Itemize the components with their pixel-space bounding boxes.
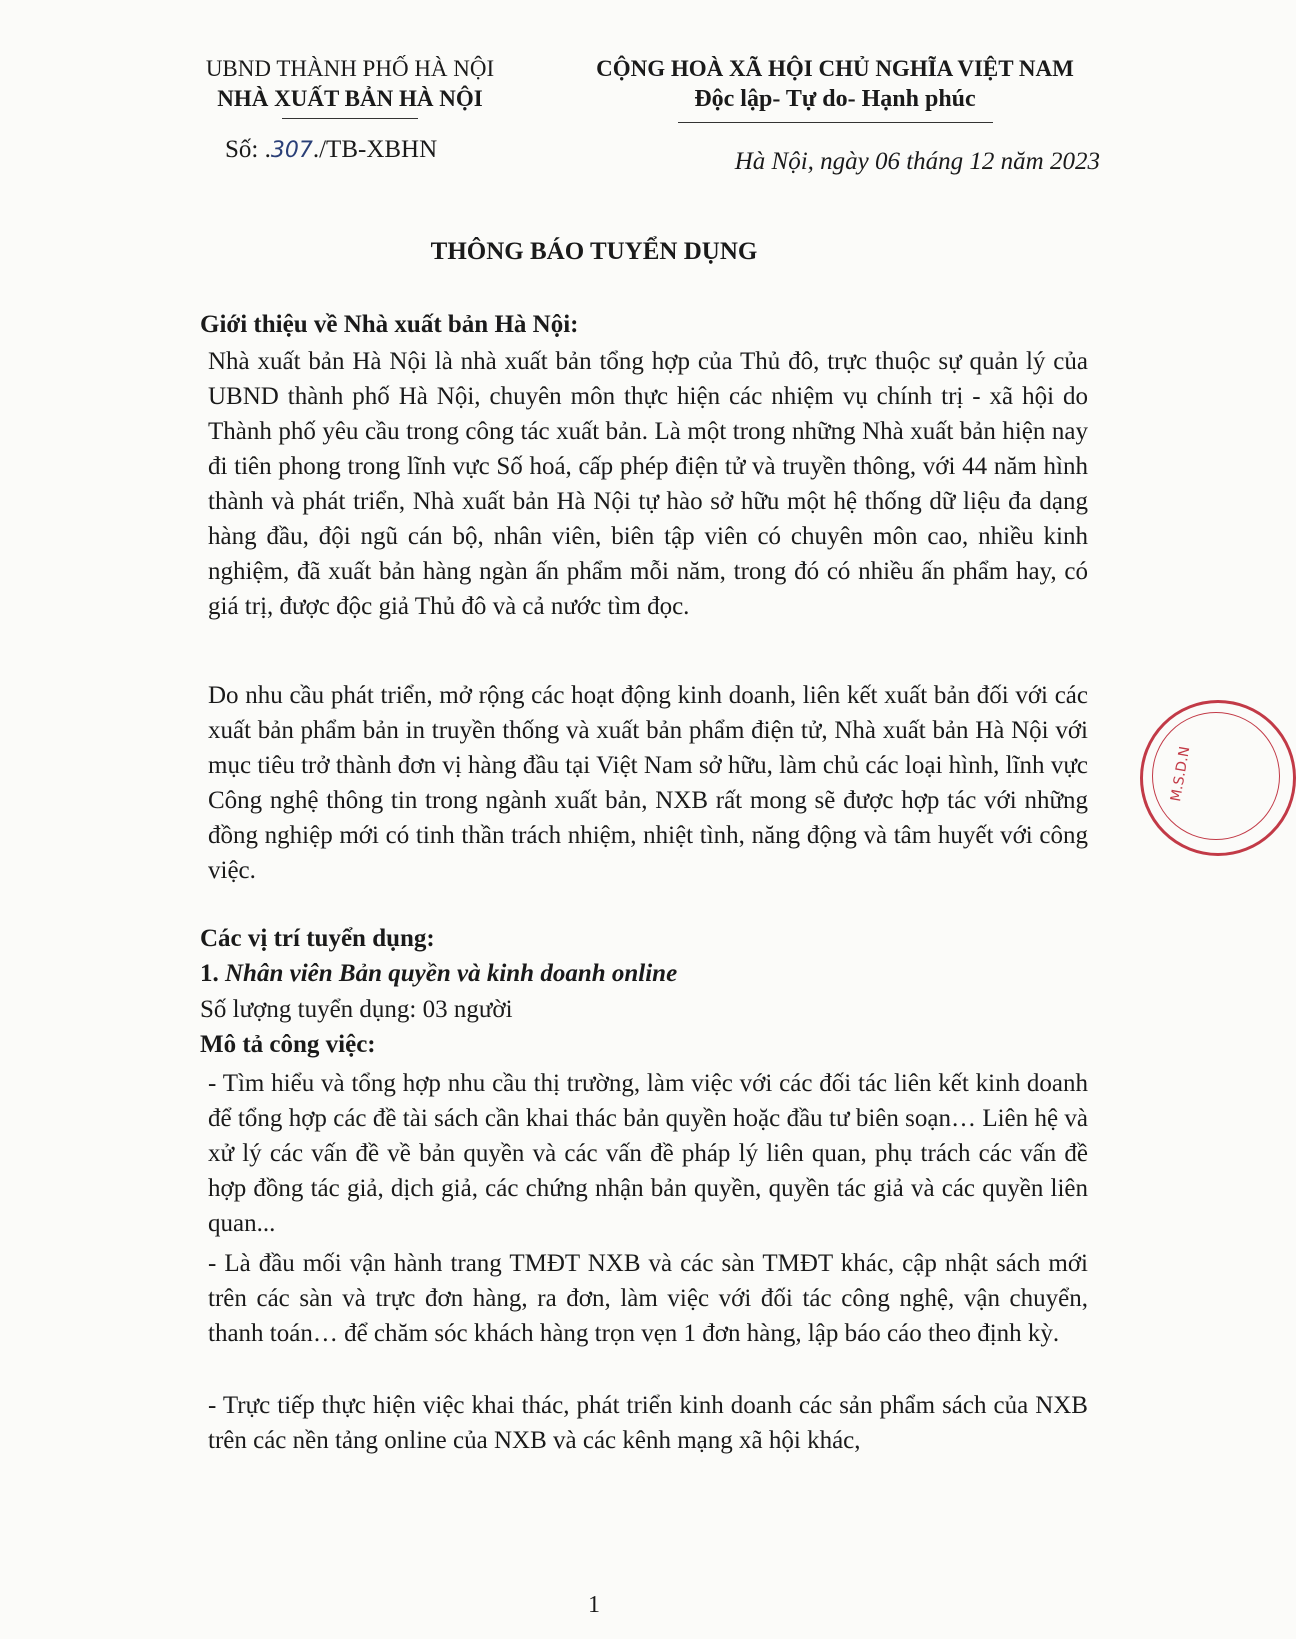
doc-number-handwritten: 307 [270,138,313,163]
intro-para2-text: Do nhu cầu phát triển, mở rộng các hoạt động kinh doanh, liên kết xuất bản đối với các xuất bản phẩm bản in truyền thống và xuất bản phẩm điện tử, Nhà xuất bản Hà Nội với mục tiêu trở thành đơn vị hàng đầu tại Việt Nam sở hữu, làm chủ các loại hình, lĩnh vực Công nghệ thông tin trong ngành xuất bản, NXB rất mong sẽ được hợp tác với những đồng nghiệp mới có tinh thần trách nhiệm, nhiệt tình, năng động và tâm huyết với công việc. [208,682,1088,884]
doc-number-prefix: Số: . [225,136,271,163]
duty-1 [208,1066,1088,1241]
duty-2 [208,1246,1088,1351]
issuer-org: NHÀ XUẤT BẢN HÀ NỘI [217,86,483,111]
duty-1-text: - Tìm hiểu và tổng hợp nhu cầu thị trường, làm việc với các đối tác liên kết kinh doanh để tổng hợp các đề tài sách cần khai thác bản quyền hoặc đầu tư biên soạn… Liên hệ và xử lý các vấn đề về bản quyền và các vấn đề pháp lý liên quan, phụ trách các vấn đề hợp đồng tác giả, dịch giả, các chứng nhận bản quyền, quyền tác giả và các quyền liên quan... [208,1070,1088,1237]
intro-para1-text: Nhà xuất bản Hà Nội là nhà xuất bản tổng hợp của Thủ đô, trực thuộc sự quản lý của UBND thành phố Hà Nội, chuyên môn thực hiện các nhiệm vụ chính trị - xã hội do Thành phố yêu cầu trong công tác xuất bản. Là một trong những Nhà xuất bản hiện nay đi tiên phong trong lĩnh vực Số hoá, cấp phép điện tử và truyền thông, với 44 năm hình thành và phát triển, Nhà xuất bản Hà Nội tự hào sở hữu một hệ thống dữ liệu đa dạng hàng đầu, đội ngũ cán bộ, nhân viên, biên tập viên có chuyên môn cao, nhiều kinh nghiệm, đã xuất bản hàng ngàn ấn phẩm mỗi năm, trong đó có nhiều ấn phẩm hay, có giá trị, được độc giả Thủ đô và cả nước tìm đọc. [208,348,1088,620]
issuer-underline [282,118,418,119]
position-1-number: 1. [200,960,225,987]
motto-underline [678,122,993,123]
position-1-quantity: Số lượng tuyển dụng: 03 người [200,996,513,1023]
issuer-parent-org: UBND THÀNH PHỐ HÀ NỘI [205,56,495,81]
job-description-heading: Mô tả công việc: [200,1031,376,1058]
document-title: THÔNG BÁO TUYỂN DỤNG [430,238,758,265]
issuer-block [150,54,550,119]
document-number [225,136,437,164]
document-date: Hà Nội, ngày 06 tháng 12 năm 2023 [734,148,1100,175]
doc-number-suffix: ./TB-XBHN [312,136,438,163]
country-name: CỘNG HOÀ XÃ HỘI CHỦ NGHĨA VIỆT NAM [596,56,1074,81]
duty-2-text: - Là đầu mối vận hành trang TMĐT NXB và các sàn TMĐT khác, cập nhật sách mới trên các sàn và trực đơn hàng, ra đơn, làm việc với đối tác công nghệ, vận chuyển, thanh toán… để chăm sóc khách hàng trọn vẹn 1 đơn hàng, lập báo cáo theo định kỳ. [208,1250,1088,1347]
position-1-title [200,960,677,988]
intro-heading: Giới thiệu về Nhà xuất bản Hà Nội: [200,311,579,338]
motto: Độc lập- Tự do- Hạnh phúc [694,86,976,112]
position-1-name: Nhân viên Bản quyền và kinh doanh online [225,960,678,987]
duty-3-text: - Trực tiếp thực hiện việc khai thác, phát triển kinh doanh các sản phẩm sách của NXB trên các nền tảng online của NXB và các kênh mạng xã hội khác, [208,1392,1088,1454]
duty-3 [208,1388,1088,1458]
seal-text: M.S.D.N [1168,745,1194,803]
page-number: 1 [588,1592,600,1618]
intro-paragraph-2 [208,678,1088,888]
national-motto-block [540,54,1130,123]
positions-heading: Các vị trí tuyển dụng: [200,925,435,952]
intro-paragraph-1 [208,344,1088,624]
